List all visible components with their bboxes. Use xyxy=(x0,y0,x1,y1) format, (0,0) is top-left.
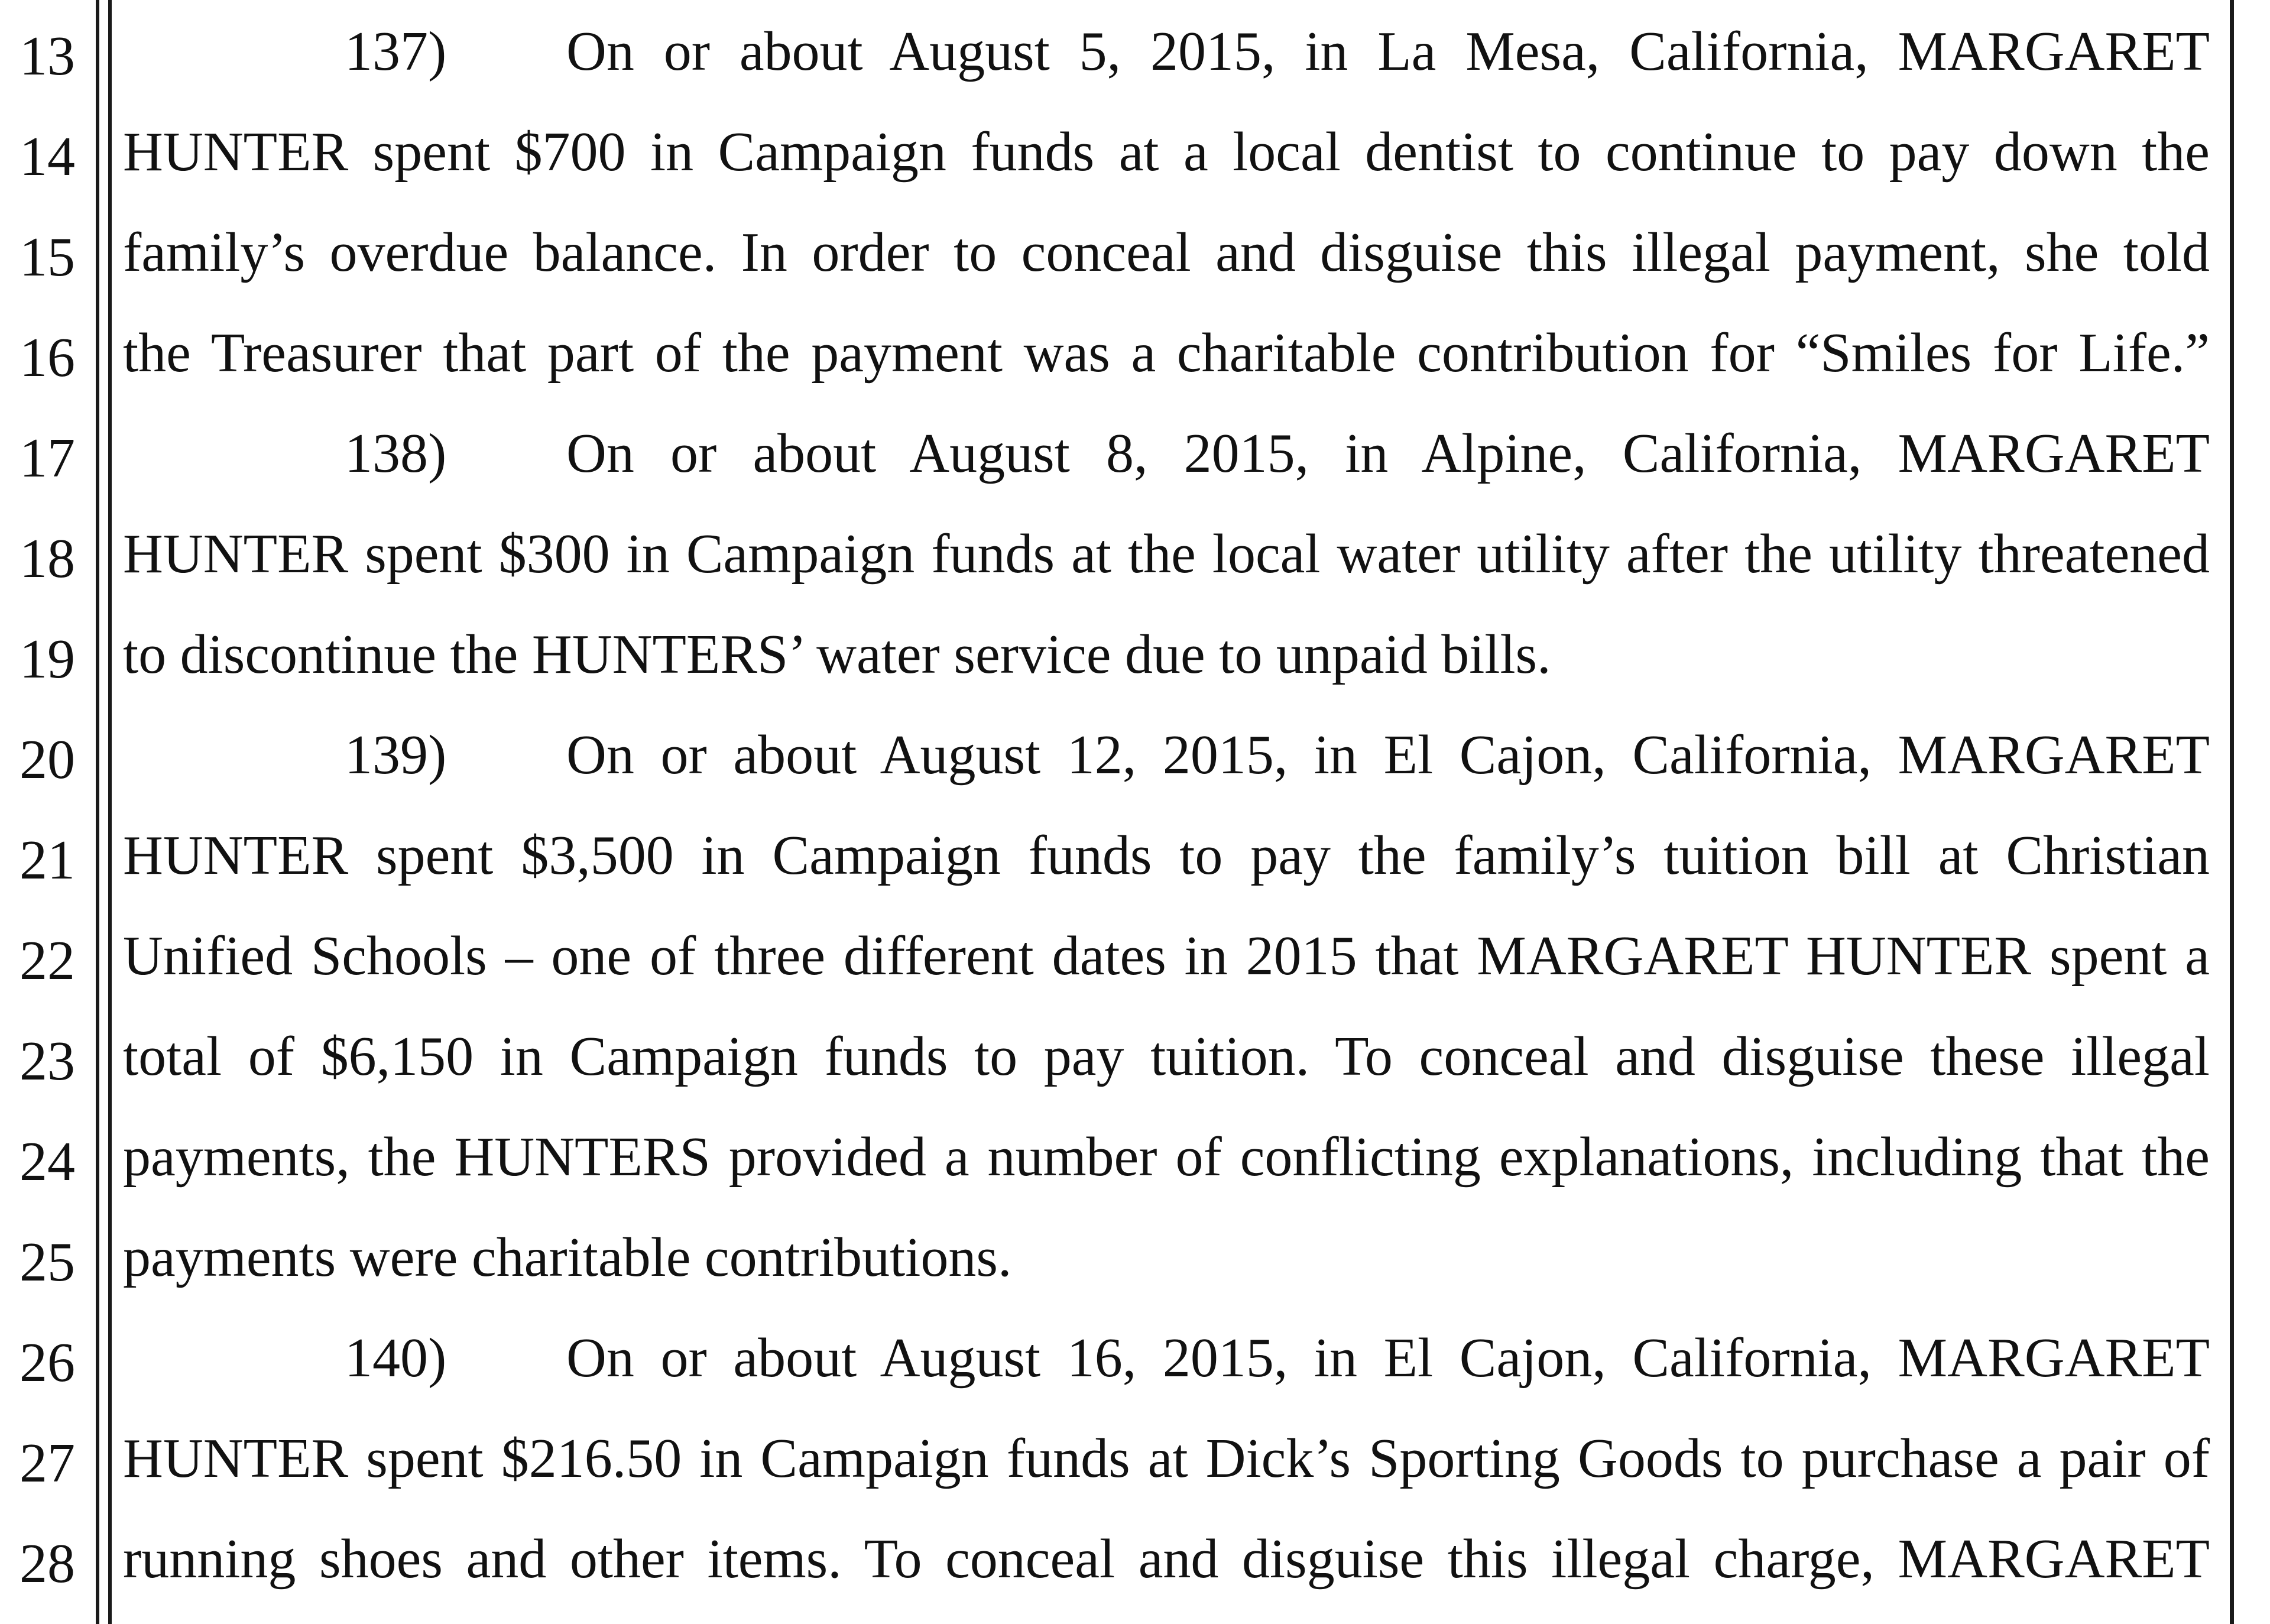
line-number: 18 xyxy=(20,528,75,589)
paragraph-line: total of $6,150 in Campaign funds to pay tuition. To conceal and disguise these illegal xyxy=(123,1026,2210,1087)
line-number: 24 xyxy=(20,1131,75,1192)
line-number: 19 xyxy=(20,628,75,690)
line-number: 22 xyxy=(20,930,75,991)
paragraph-line: the Treasurer that part of the payment was a charitable contribution for “Smiles for Life.” xyxy=(123,322,2210,384)
paragraph-line: HUNTER spent $300 in Campaign funds at the local water utility after the utility threatened xyxy=(123,523,2210,585)
line-number: 15 xyxy=(20,226,75,288)
line-number: 16 xyxy=(20,327,75,388)
paragraph-number: 140) xyxy=(345,1327,447,1389)
paragraph-line: HUNTER spent $216.50 in Campaign funds at Dick’s Sporting Goods to purchase a pair of xyxy=(123,1428,2210,1489)
right-margin-rule xyxy=(2230,0,2234,1624)
paragraph-line: HUNTER spent $3,500 in Campaign funds to pay the family’s tuition bill at Christian xyxy=(123,825,2210,886)
line-number: 28 xyxy=(20,1533,75,1594)
paragraph-first-line xyxy=(123,19,2210,84)
paragraph-number: 137) xyxy=(345,21,447,82)
paragraph-text: On or about August 12, 2015, in El Cajon, California, MARGARET xyxy=(566,724,2210,786)
paragraph-number: 139) xyxy=(345,724,447,786)
paragraph-line: HUNTER spent $700 in Campaign funds at a local dentist to continue to pay down the xyxy=(123,121,2210,183)
line-number: 13 xyxy=(20,25,75,87)
paragraph-first-line xyxy=(123,722,2210,787)
paragraph-first-line xyxy=(123,1325,2210,1390)
paragraph-line: payments, the HUNTERS provided a number of conflicting explanations, including that the xyxy=(123,1126,2210,1188)
paragraph-line: running shoes and other items. To conceal and disguise this illegal charge, MARGARET xyxy=(123,1528,2210,1590)
line-number: 25 xyxy=(20,1231,75,1293)
paragraph-text: On or about August 5, 2015, in La Mesa, California, MARGARET xyxy=(566,21,2210,82)
line-number: 14 xyxy=(20,126,75,187)
paragraph-line: family’s overdue balance. In order to conceal and disguise this illegal payment, she told xyxy=(123,222,2210,283)
left-margin-rule-inner xyxy=(108,0,112,1624)
paragraph-text: On or about August 16, 2015, in El Cajon, California, MARGARET xyxy=(566,1327,2210,1389)
paragraph-text: On or about August 8, 2015, in Alpine, California, MARGARET xyxy=(566,423,2210,484)
left-margin-rule-outer xyxy=(96,0,99,1624)
paragraph-line: to discontinue the HUNTERS’ water service due to unpaid bills. xyxy=(123,624,1551,685)
paragraph-number: 138) xyxy=(345,423,447,484)
line-number: 23 xyxy=(20,1030,75,1092)
paragraph-line: Unified Schools – one of three different dates in 2015 that MARGARET HUNTER spent a xyxy=(123,925,2210,987)
line-number: 17 xyxy=(20,427,75,489)
paragraph-line: payments were charitable contributions. xyxy=(123,1227,1012,1288)
line-number: 27 xyxy=(20,1432,75,1494)
line-number: 26 xyxy=(20,1332,75,1393)
line-number: 21 xyxy=(20,829,75,891)
paragraph-first-line xyxy=(123,421,2210,486)
line-number: 20 xyxy=(20,729,75,790)
